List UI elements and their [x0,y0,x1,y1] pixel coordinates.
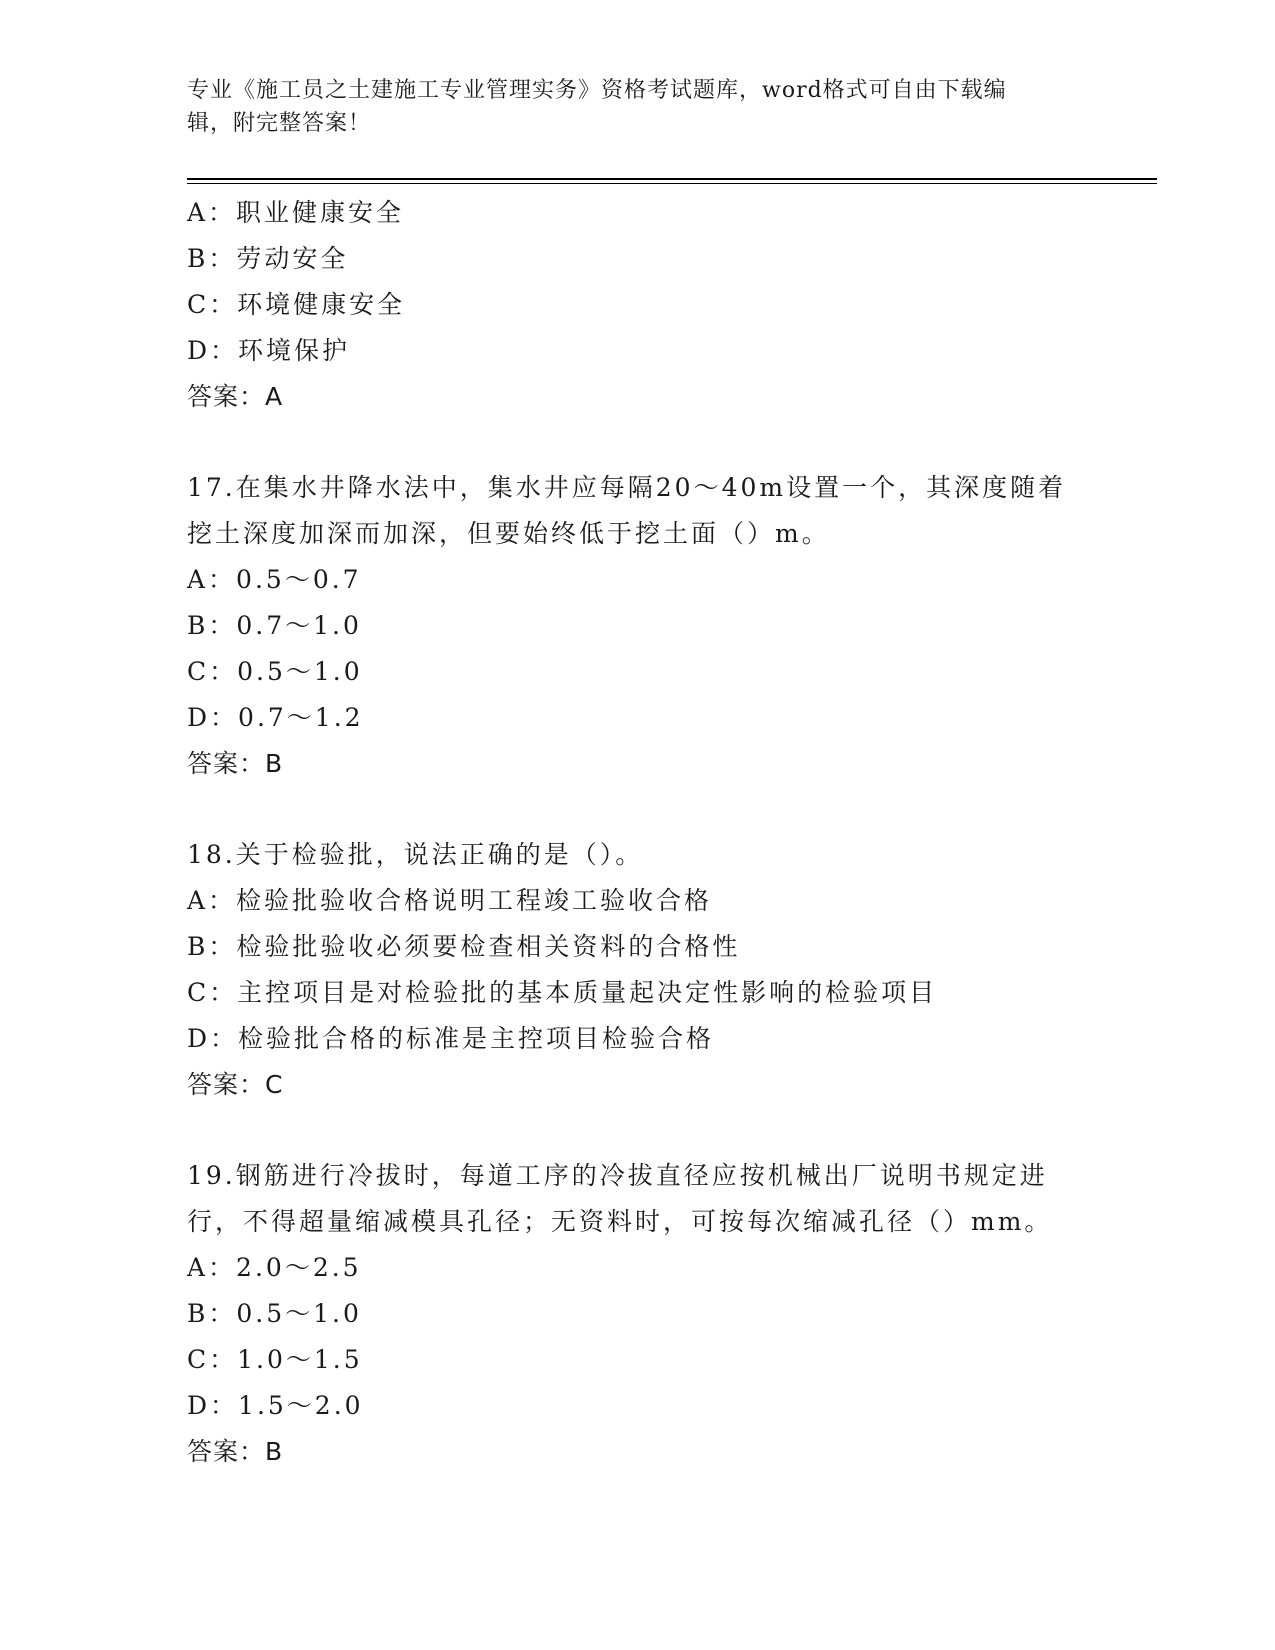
question-text-line-1: 19.钢筋进行冷拔时，每道工序的冷拔直径应按机械出厂说明书规定进 [187,1161,1048,1190]
question-19 [187,1153,1087,1475]
document-header [187,74,1067,140]
answer-label: 答案：B [187,1437,284,1466]
option-b: B：0.5～1.0 [187,1299,362,1328]
option-d: D：1.5～2.0 [187,1391,364,1420]
question-text-line-1: 18.关于检验批，说法正确的是（）。 [187,840,644,869]
option-a: A：检验批验收合格说明工程竣工验收合格 [187,886,713,915]
header-divider-thin [187,183,1157,184]
question-18 [187,832,1087,1108]
header-divider-thick [187,178,1157,180]
option-a: A：0.5～0.7 [187,565,362,594]
option-c: C：0.5～1.0 [187,657,363,686]
option-d: D：检验批合格的标准是主控项目检验合格 [187,1024,715,1053]
option-a: A：职业健康安全 [187,198,405,227]
header-line-1: 专业《施工员之土建施工专业管理实务》资格考试题库，word格式可自由下载编 [187,78,1007,103]
question-17 [187,465,1087,787]
option-c: C：1.0～1.5 [187,1345,363,1374]
option-c: C：主控项目是对检验批的基本质量起决定性影响的检验项目 [187,978,938,1007]
option-d: D：0.7～1.2 [187,703,364,732]
question-text-line-2: 行，不得超量缩减模具孔径；无资料时，可按每次缩减孔径（）mm。 [187,1207,1053,1236]
question-list [187,190,1087,1475]
answer-label: 答案：A [187,382,284,411]
answer-label: 答案：B [187,749,284,778]
answer-label: 答案：C [187,1070,284,1099]
option-c: C：环境健康安全 [187,290,406,319]
option-b: B：0.7～1.0 [187,611,362,640]
question-16 [187,190,1087,420]
question-text-line-2: 挖土深度加深而加深，但要始终低于挖土面（）m。 [187,519,830,548]
question-text-line-1: 17.在集水井降水法中，集水井应每隔20～40m设置一个，其深度随着 [187,473,1067,502]
option-d: D：环境保护 [187,336,351,365]
option-a: A：2.0～2.5 [187,1253,362,1282]
header-line-2: 辑，附完整答案！ [187,111,372,136]
option-b: B：劳动安全 [187,244,349,273]
option-b: B：检验批验收必须要检查相关资料的合格性 [187,932,741,961]
